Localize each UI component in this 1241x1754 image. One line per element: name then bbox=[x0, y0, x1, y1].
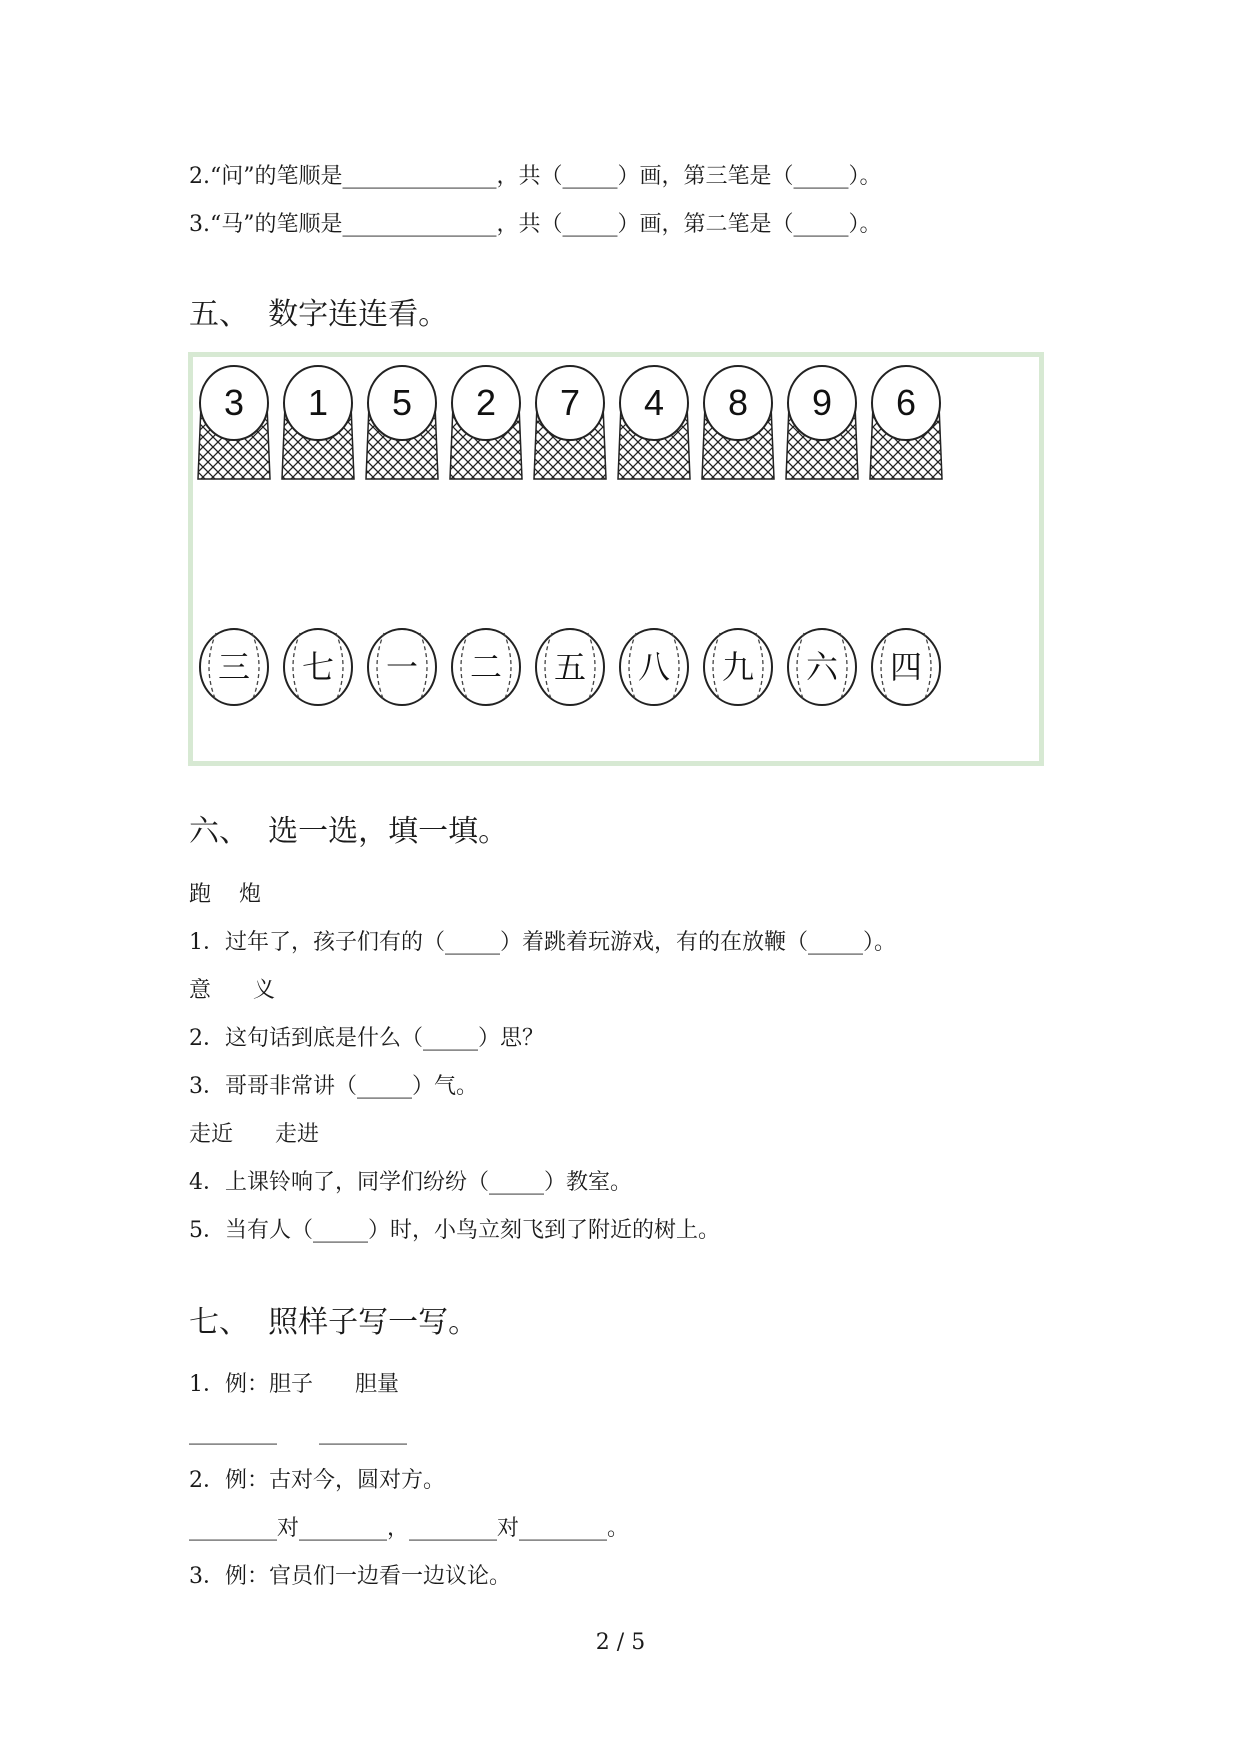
basketball-hoop-6[interactable] bbox=[870, 366, 942, 479]
question-1: 1．过年了，孩子们有的（_____）着跳着玩游戏，有的在放鞭（_____）。 bbox=[189, 930, 896, 955]
ball-chinese-label: 七 bbox=[301, 648, 335, 686]
ball-number-label: 6 bbox=[895, 382, 917, 423]
basketball-hoop-8[interactable] bbox=[702, 366, 774, 479]
basketball-hoop-9[interactable] bbox=[786, 366, 858, 479]
ball-chinese-2[interactable] bbox=[284, 629, 352, 705]
question-5: 5．当有人（_____）时，小鸟立刻飞到了附近的树上。 bbox=[189, 1218, 720, 1243]
word-pair-1: 跑 炮 bbox=[189, 882, 261, 907]
ball-chinese-9[interactable] bbox=[872, 629, 940, 705]
basketball-hoop-5[interactable] bbox=[366, 366, 438, 479]
example-1-blanks: ________ ________ bbox=[189, 1420, 407, 1445]
question-4: 4．上课铃响了，同学们纷纷（_____）教室。 bbox=[189, 1170, 632, 1195]
question-2: 2．这句话到底是什么（_____）思？ bbox=[189, 1026, 544, 1051]
basketball-hoop-1[interactable] bbox=[282, 366, 354, 479]
ball-chinese-label: 二 bbox=[469, 648, 503, 686]
ball-chinese-1[interactable] bbox=[200, 629, 268, 705]
section5-heading: 五、 数字连连看。 bbox=[189, 297, 449, 332]
ball-chinese-7[interactable] bbox=[704, 629, 772, 705]
ball-number-label: 3 bbox=[223, 382, 245, 423]
section7-heading: 七、 照样子写一写。 bbox=[189, 1305, 479, 1340]
section4-item3: 3.“马”的笔顺是______________，共（_____）画，第二笔是（_____）。 bbox=[189, 212, 882, 237]
ball-chinese-6[interactable] bbox=[620, 629, 688, 705]
ball-chinese-label: 四 bbox=[889, 648, 923, 686]
ball-number-label: 7 bbox=[559, 382, 581, 423]
ball-chinese-8[interactable] bbox=[788, 629, 856, 705]
example-2-blanks: ________对________，________对________。 bbox=[189, 1516, 630, 1541]
ball-row bbox=[200, 629, 940, 705]
ball-number-label: 5 bbox=[391, 382, 413, 423]
ball-chinese-label: 八 bbox=[637, 648, 671, 686]
word-pair-3: 走近 走进 bbox=[189, 1122, 319, 1147]
ball-chinese-3[interactable] bbox=[368, 629, 436, 705]
number-matching-box bbox=[188, 352, 1044, 766]
ball-chinese-label: 九 bbox=[721, 648, 755, 686]
ball-chinese-label: 五 bbox=[553, 648, 587, 686]
ball-number-label: 1 bbox=[307, 382, 329, 423]
ball-chinese-label: 一 bbox=[385, 648, 419, 686]
basketball-row bbox=[198, 366, 942, 479]
ball-chinese-label: 三 bbox=[217, 648, 251, 686]
basketball-hoop-2[interactable] bbox=[450, 366, 522, 479]
basketball-hoop-3[interactable] bbox=[198, 366, 270, 479]
ball-number-label: 2 bbox=[475, 382, 497, 423]
ball-number-label: 4 bbox=[643, 382, 665, 423]
basketball-hoop-4[interactable] bbox=[618, 366, 690, 479]
example-2: 2．例：古对今，圆对方。 bbox=[189, 1468, 445, 1493]
word-pair-2: 意 义 bbox=[189, 978, 275, 1003]
ball-chinese-4[interactable] bbox=[452, 629, 520, 705]
page-number: 2 / 5 bbox=[595, 1630, 646, 1655]
example-3: 3．例：官员们一边看一边议论。 bbox=[189, 1564, 511, 1589]
ball-number-label: 9 bbox=[811, 382, 833, 423]
basketball-hoop-7[interactable] bbox=[534, 366, 606, 479]
section6-heading: 六、 选一选，填一填。 bbox=[189, 814, 509, 849]
ball-chinese-5[interactable] bbox=[536, 629, 604, 705]
question-3: 3．哥哥非常讲（_____）气。 bbox=[189, 1074, 478, 1099]
ball-chinese-label: 六 bbox=[805, 648, 839, 686]
section4-item2: 2.“问”的笔顺是______________，共（_____）画，第三笔是（_____）。 bbox=[189, 164, 882, 189]
example-1: 1．例：胆子 胆量 bbox=[189, 1372, 399, 1397]
number-matching-illustration bbox=[193, 357, 1039, 761]
ball-number-label: 8 bbox=[727, 382, 749, 423]
